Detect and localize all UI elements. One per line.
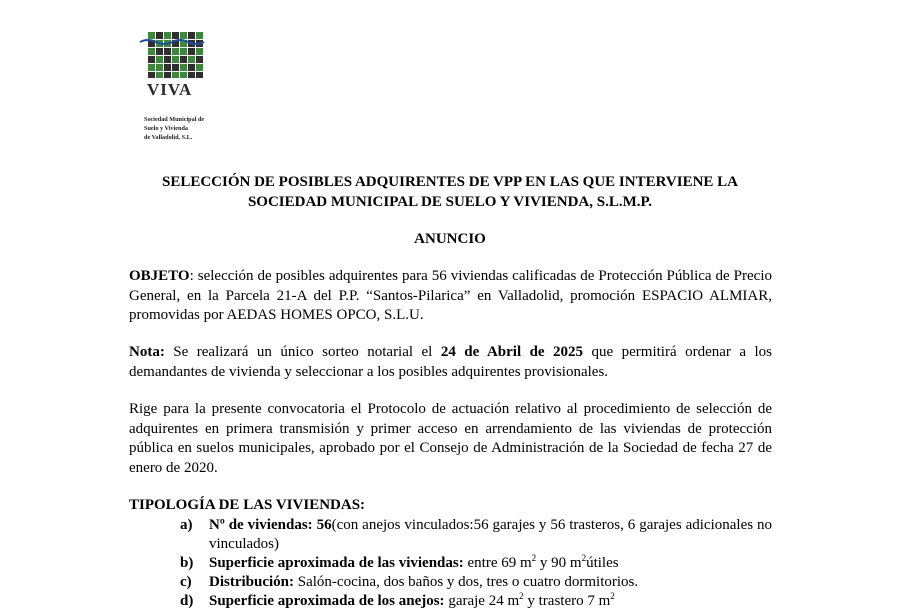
superscript: 2 <box>519 591 524 601</box>
logo-tile <box>172 32 179 39</box>
logo-tile <box>196 72 203 78</box>
logo-tile <box>148 64 155 71</box>
logo-tile <box>148 72 155 78</box>
objeto-label: OBJETO <box>129 268 190 284</box>
logo-tile <box>180 56 187 63</box>
logo-tile <box>172 56 179 63</box>
item-text-post: útiles <box>586 555 619 571</box>
item-text-mid: y 90 m <box>536 555 582 571</box>
title-line-1: SELECCIÓN DE POSIBLES ADQUIRENTES DE VPP EN LAS QUE INTERVIENE LA <box>161 174 738 190</box>
logo-tile <box>180 48 187 55</box>
logo-tile <box>188 72 195 78</box>
logo-subtitle <box>144 115 214 142</box>
list-marker: c) <box>180 574 192 590</box>
item-text-pre: entre 69 m <box>463 555 532 571</box>
announcement-heading: ANUNCIO <box>414 231 486 247</box>
list-item <box>180 592 772 611</box>
logo-tile <box>156 72 163 78</box>
item-text-pre: garaje 24 m <box>444 593 520 609</box>
logo-tile <box>164 72 171 78</box>
logo-tile <box>196 48 203 55</box>
logo-tile <box>180 32 187 39</box>
logo-tile <box>156 64 163 71</box>
logo-tile <box>172 72 179 78</box>
list-marker: d) <box>180 593 194 609</box>
document-title <box>100 172 800 212</box>
item-label: Superficie aproximada de los anejos: <box>209 593 445 609</box>
logo-tile <box>156 32 163 39</box>
nota-date: 24 de Abril de 2025 <box>440 344 584 360</box>
logo-tile <box>164 32 171 39</box>
item-text: Salón-cocina, dos baños y dos, tres o cuatro dormitorios. <box>294 574 639 590</box>
logo-tile <box>156 48 163 55</box>
logo-subtitle-line: Sociedad Municipal de <box>144 116 205 123</box>
logo-tile <box>172 48 179 55</box>
list-item <box>180 516 772 554</box>
tipologia-list <box>180 516 772 611</box>
logo-tile <box>180 64 187 71</box>
title-line-2: SOCIEDAD MUNICIPAL DE SUELO Y VIVIENDA, S.L.M.P. <box>247 194 653 210</box>
superscript: 2 <box>531 553 537 563</box>
logo-name: VIVA <box>147 80 193 99</box>
logo-graphic <box>138 28 210 78</box>
list-item <box>180 554 772 573</box>
logo-tile <box>148 56 155 63</box>
list-item <box>180 573 772 592</box>
nota-text-after: que permitirá ordenar a los demandantes de vivienda y seleccionar a los posibles adquirentes provisionales. <box>129 344 772 380</box>
logo-tile <box>164 56 171 63</box>
logo-tile <box>180 72 187 78</box>
nota-label: Nota: <box>129 344 165 360</box>
item-text: (con anejos vinculados:56 garajes y 56 trasteros, 6 garajes adicionales no vinculados) <box>209 517 772 552</box>
item-text-post: y trastero 7 m <box>523 593 611 609</box>
superscript: 2 <box>581 553 587 563</box>
logo-tile <box>172 64 179 71</box>
logo-tile <box>148 32 155 39</box>
logo-tile <box>188 48 195 55</box>
item-label: Nº de viviendas: 56 <box>209 517 332 533</box>
objeto-paragraph <box>129 267 772 326</box>
list-marker: a) <box>180 517 193 533</box>
logo-subtitle-line: de Valladolid, S.L. <box>144 134 193 141</box>
nota-text-before: Se realizará un único sorteo notarial el <box>164 344 441 360</box>
logo-tile <box>164 64 171 71</box>
logo-tile <box>188 56 195 63</box>
tipologia-heading: TIPOLOGÍA DE LAS VIVIENDAS: <box>129 497 366 513</box>
logo-tile <box>196 56 203 63</box>
logo-tile <box>148 48 155 55</box>
logo-tile <box>196 32 203 39</box>
item-label: Distribución: <box>209 574 295 590</box>
item-label: Superficie aproximada de las viviendas: <box>209 555 464 571</box>
superscript: 2 <box>610 591 615 601</box>
objeto-text: : selección de posibles adquirentes para 56 viviendas calificadas de Protección Pública de Precio General, en la Parcela 21-A del P.P. “Santos-Pilarica” en Valladolid, promoción ESPACIO ALMIAR, promovidas por AEDAS HOMES OPCO, S.L.U. <box>129 268 772 323</box>
nota-paragraph <box>129 343 772 382</box>
logo-tile <box>164 48 171 55</box>
logo-subtitle-line: Suelo y Vivienda <box>144 125 189 132</box>
rige-paragraph: Rige para la presente convocatoria el Protocolo de actuación relativo al procedimiento de selección de adquirentes en primera transmisión y primer acceso en arrendamiento de las viviendas de protección pública en suelos municipales, aprobado por el Consejo de Administración de la Sociedad de fecha 27 de enero de 2020. <box>129 401 772 476</box>
logo-tile <box>196 64 203 71</box>
logo-tile <box>188 64 195 71</box>
logo-tile <box>188 32 195 39</box>
logo-tile <box>156 56 163 63</box>
list-marker: b) <box>180 555 194 571</box>
